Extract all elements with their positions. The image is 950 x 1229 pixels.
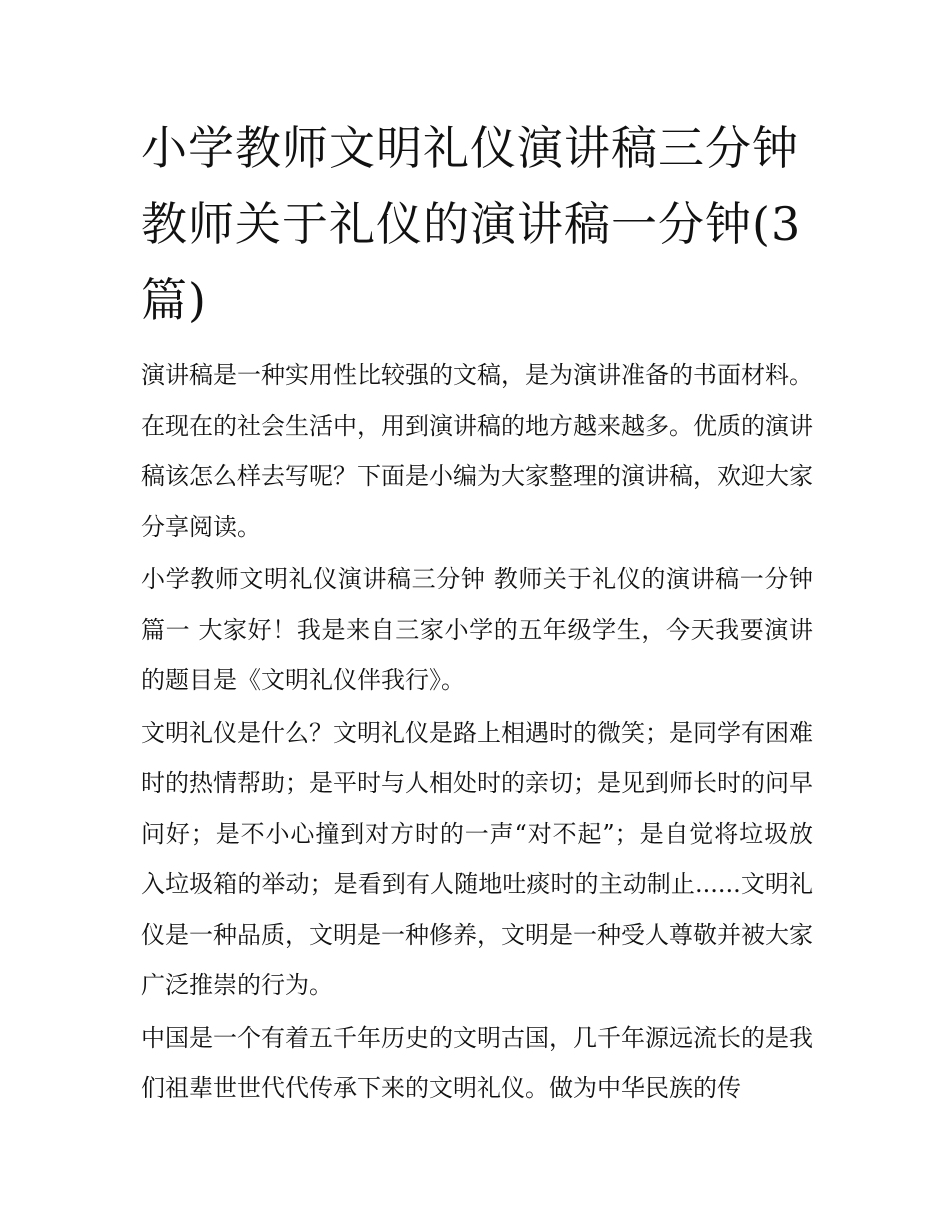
paragraph-intro: 演讲稿是一种实用性比较强的文稿，是为演讲准备的书面材料。在现在的社会生活中，用到演讲稿的地方越来越多。优质的演讲稿该怎么样去写呢？下面是小编为大家整理的演讲稿，欢迎大家分享阅读。 xyxy=(141,361,813,541)
document-title: 小学教师文明礼仪演讲稿三分钟 教师关于礼仪的演讲稿一分钟(3篇) xyxy=(141,121,802,327)
document-page xyxy=(141,110,813,1114)
paragraph-etiquette-definition: 文明礼仪是什么？文明礼仪是路上相遇时的微笑；是同学有困难时的热情帮助；是平时与人相处时的亲切；是见到师长时的问早问好；是不小心撞到对方时的一声“对不起”；是自觉将垃圾放入垃圾箱的举动；是看到有人随地吐痰时的主动制止......文明礼仪是一种品质，文明是一种修养，文明是一种受人尊敬并被大家广泛推崇的行为。 xyxy=(141,718,813,999)
paragraph-speech-opening: 小学教师文明礼仪演讲稿三分钟 教师关于礼仪的演讲稿一分钟篇一 大家好！我是来自三家小学的五年级学生，今天我要演讲的题目是《文明礼仪伴我行》。 xyxy=(141,565,813,694)
paragraph-china-history: 中国是一个有着五千年历史的文明古国，几千年源远流长的是我们祖辈世世代代传承下来的文明礼仪。做为中华民族的传 xyxy=(141,1023,813,1102)
